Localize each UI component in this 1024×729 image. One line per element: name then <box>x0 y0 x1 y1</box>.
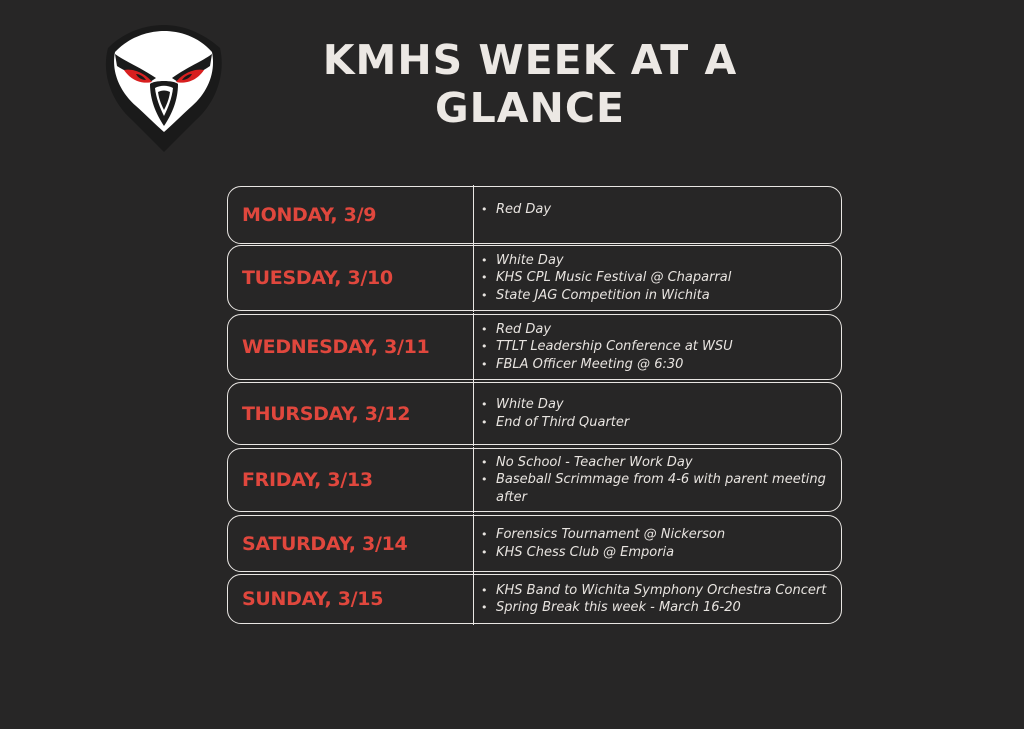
event-item: • Red Day <box>480 201 837 219</box>
day-label: SUNDAY, 3/15 <box>242 588 384 610</box>
column-divider <box>473 185 474 245</box>
event-list <box>480 516 837 571</box>
column-divider <box>473 447 474 513</box>
event-list <box>480 246 837 310</box>
event-item: • KHS Band to Wichita Symphony Orchestra Concert <box>480 582 837 600</box>
column-divider <box>473 381 474 446</box>
day-label: WEDNESDAY, 3/11 <box>242 336 430 358</box>
schedule-row-saturday <box>227 515 842 572</box>
event-list <box>480 575 837 623</box>
schedule-row-wednesday <box>227 314 842 380</box>
day-label: MONDAY, 3/9 <box>242 204 377 226</box>
event-item: • Red Day <box>480 321 837 339</box>
event-list <box>480 187 837 243</box>
event-item: • Baseball Scrimmage from 4-6 with parent meeting after <box>480 471 837 506</box>
schedule-row-sunday <box>227 574 842 624</box>
column-divider <box>473 514 474 573</box>
event-item: • White Day <box>480 252 837 270</box>
event-list <box>480 315 837 379</box>
event-list <box>480 383 837 444</box>
event-item: • Forensics Tournament @ Nickerson <box>480 526 837 544</box>
schedule-row-thursday <box>227 382 842 445</box>
day-label: THURSDAY, 3/12 <box>242 402 411 425</box>
schedule-row-monday <box>227 186 842 244</box>
day-label: FRIDAY, 3/13 <box>242 469 373 491</box>
day-label: TUESDAY, 3/10 <box>242 267 393 289</box>
event-item: • White Day <box>480 396 837 414</box>
schedule-row-friday <box>227 448 842 512</box>
column-divider <box>473 244 474 312</box>
event-item: • Spring Break this week - March 16-20 <box>480 599 837 617</box>
day-label: SATURDAY, 3/14 <box>242 532 408 555</box>
page-title: KMHS WEEK AT A GLANCE <box>322 36 738 132</box>
schedule-row-tuesday <box>227 245 842 311</box>
event-item: • TTLT Leadership Conference at WSU <box>480 338 837 356</box>
event-item: • FBLA Officer Meeting @ 6:30 <box>480 356 837 374</box>
column-divider <box>473 313 474 381</box>
event-item: • State JAG Competition in Wichita <box>480 287 837 305</box>
event-item: • KHS Chess Club @ Emporia <box>480 544 837 562</box>
event-item: • KHS CPL Music Festival @ Chaparral <box>480 269 837 287</box>
event-item: • No School - Teacher Work Day <box>480 454 837 472</box>
event-item: • End of Third Quarter <box>480 414 837 432</box>
event-list <box>480 449 837 511</box>
column-divider <box>473 573 474 625</box>
